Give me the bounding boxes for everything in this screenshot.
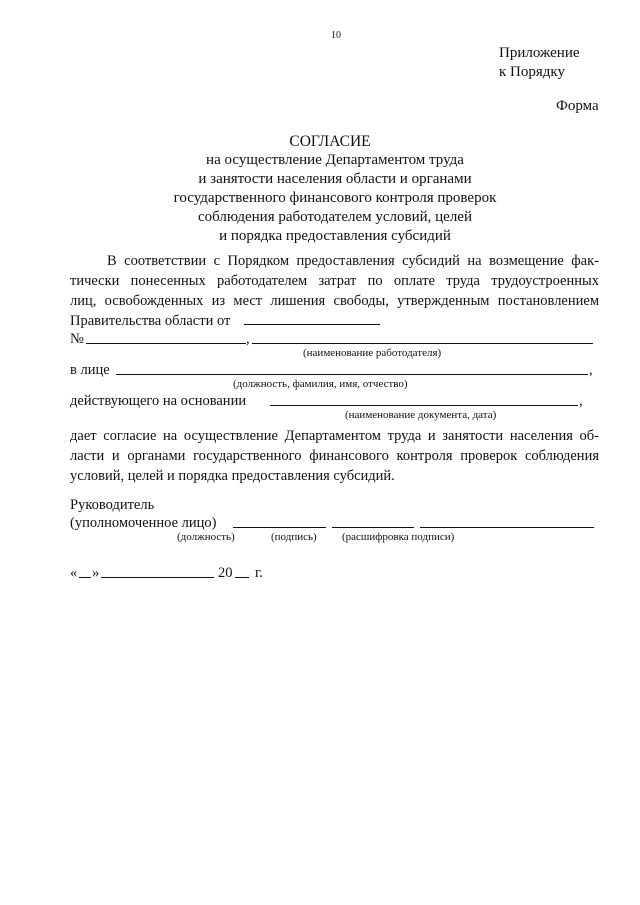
decree-number-field[interactable] bbox=[86, 343, 246, 344]
page-number: 10 bbox=[331, 30, 341, 41]
signatory-position-field[interactable] bbox=[233, 527, 326, 528]
appendix-line-1: Приложение bbox=[499, 45, 580, 61]
basis-comma: , bbox=[579, 393, 583, 409]
signatory-subtitle: (уполномоченное лицо) bbox=[70, 515, 217, 531]
intro-line-2: тически понесенных работодателем затрат по оплате труда трудоустроенных bbox=[70, 273, 599, 289]
title-line-4: соблюдения работодателем условий, целей bbox=[198, 209, 472, 225]
date-quote-open: « bbox=[70, 565, 78, 581]
date-quote-close: » bbox=[92, 565, 100, 581]
consent-line-1: дает согласие на осуществление Департаментом труда и занятости населения об- bbox=[70, 428, 599, 444]
date-year-suffix: г. bbox=[255, 565, 263, 581]
person-label: в лице bbox=[70, 362, 110, 378]
form-label: Форма bbox=[556, 98, 599, 114]
consent-line-2: ласти и органами государственного финансового контроля проверок соблюдения bbox=[70, 448, 599, 464]
caption-decoding: (расшифровка подписи) bbox=[342, 531, 455, 543]
government-line: Правительства области от bbox=[70, 313, 231, 329]
basis-label: действующего на основании bbox=[70, 393, 247, 409]
title-line-5: и порядка предоставления субсидий bbox=[219, 228, 451, 244]
title-line-2: и занятости населения области и органами bbox=[198, 171, 472, 187]
date-day-field[interactable] bbox=[79, 577, 91, 578]
signatory-signature-field[interactable] bbox=[332, 527, 414, 528]
intro-line-1: В соответствии с Порядком предоставления субсидий на возмещение фак- bbox=[107, 253, 599, 269]
caption-position: (должность) bbox=[177, 531, 235, 543]
person-comma: , bbox=[589, 362, 593, 378]
date-month-field[interactable] bbox=[101, 577, 214, 578]
title-line-3: государственного финансового контроля проверок bbox=[173, 190, 497, 206]
consent-line-3: условий, целей и порядка предоставления субсидий. bbox=[70, 468, 395, 484]
decree-date-field[interactable] bbox=[244, 324, 380, 325]
date-year-field[interactable] bbox=[235, 577, 249, 578]
signatory-title: Руководитель bbox=[70, 497, 155, 513]
caption-signature: (подпись) bbox=[271, 531, 317, 543]
signatory-decoding-field[interactable] bbox=[420, 527, 594, 528]
person-field[interactable] bbox=[116, 374, 588, 375]
basis-caption: (наименование документа, дата) bbox=[345, 409, 497, 421]
document-title: СОГЛАСИЕ bbox=[289, 133, 371, 150]
employer-comma: , bbox=[246, 331, 250, 347]
intro-line-3: лиц, освобожденных из мест лишения свободы, утвержденным постановлением bbox=[70, 293, 599, 309]
appendix-line-2: к Порядку bbox=[499, 64, 565, 80]
basis-document-field[interactable] bbox=[270, 405, 578, 406]
title-line-1: на осуществление Департаментом труда bbox=[206, 152, 464, 168]
person-caption: (должность, фамилия, имя, отчество) bbox=[233, 378, 408, 390]
employer-name-field[interactable] bbox=[252, 343, 593, 344]
number-sign: № bbox=[70, 331, 84, 347]
date-year-prefix: 20 bbox=[218, 565, 233, 581]
employer-caption: (наименование работодателя) bbox=[303, 347, 442, 359]
